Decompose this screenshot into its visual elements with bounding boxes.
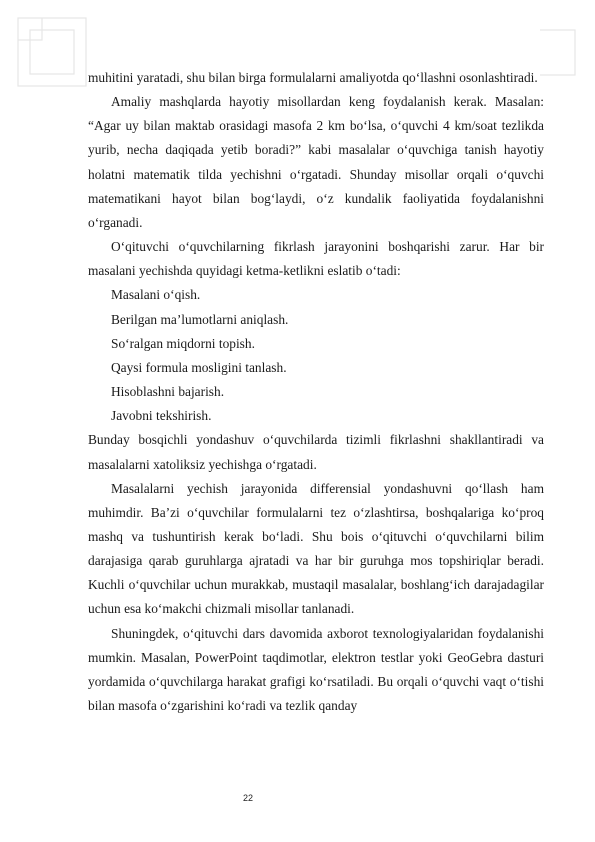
paragraph-practical-examples: Amaliy mashqlarda hayotiy misollardan keng foydalanish kerak. Masalan: “Agar uy bilan maktab orasidagi masofa 2 km bo‘lsa, o‘quvchi 4 km/soat tezlikda yurib, necha daqiqada yetib boradi?” kabi masalalar o‘quvchiga tanish hayotiy holatni matematik tilda yechishni o‘rgatadi. Shunday misollar orqali o‘quvchi matematikani hayot bilan bog‘laydi, o‘z kundalik faoliyatida foydalanishni o‘rganadi. <box>88 94 544 230</box>
step-item: Masalani o‘qish. <box>111 287 201 303</box>
paragraph-stepwise-approach: Bunday bosqichli yondashuv o‘quvchilarda tizimli fikrlashni shakllantiradi va masalalarni xatoliksiz yechishga o‘rgatadi. <box>88 432 544 472</box>
text-body <box>88 66 544 718</box>
step-item: Qaysi formula mosligini tanlash. <box>111 359 287 375</box>
page-number: 22 <box>243 793 254 803</box>
step-item: Javobni tekshirish. <box>111 408 212 424</box>
paragraph-thinking-process: O‘qituvchi o‘quvchilarning fikrlash jarayonini boshqarishi zarur. Har bir masalani yechishda quyidagi ketma-ketlikni eslatib o‘tadi: <box>88 239 544 279</box>
step-item: Berilgan ma’lumotlarni aniqlash. <box>111 311 289 327</box>
step-item: So‘ralgan miqdorni topish. <box>111 335 255 351</box>
paragraph-differential-approach: Masalalarni yechish jarayonida differensial yondashuvni qo‘llash ham muhimdir. Ba’zi o‘quvchilar formulalarni tez o‘zlashtirsa, boshqalariga ko‘proq mashq va tushuntirish kerak bo‘ladi. Shu bois o‘qituvchi o‘quvchilarni bilim darajasiga qarab guruhlarga ajratadi va har bir guruhga mos topshiriqlar beradi. Kuchli o‘quvchilar uchun murakkab, mustaqil masalalar, boshlang‘ich darajadagilar uchun esa ko‘makchi chizmali misollar tanlanadi. <box>88 480 544 617</box>
paragraph-intro-continuation: muhitini yaratadi, shu bilan birga formulalarni amaliyotda qo‘llashni osonlashtiradi. <box>88 70 538 85</box>
step-item: Hisoblashni bajarish. <box>111 384 225 400</box>
paragraph-information-technology: Shuningdek, o‘qituvchi dars davomida axborot texnologiyalaridan foydalanishi mumkin. Masalan, PowerPoint taqdimotlar, elektron testlar yoki GeoGebra dasturi yordamida o‘quvchilarga harakat grafigi ko‘rsatiladi. Bu orqali o‘quvchi vaqt o‘tishi bilan masofa o‘zgarishini ko‘radi va tezlik qanday <box>88 625 544 714</box>
